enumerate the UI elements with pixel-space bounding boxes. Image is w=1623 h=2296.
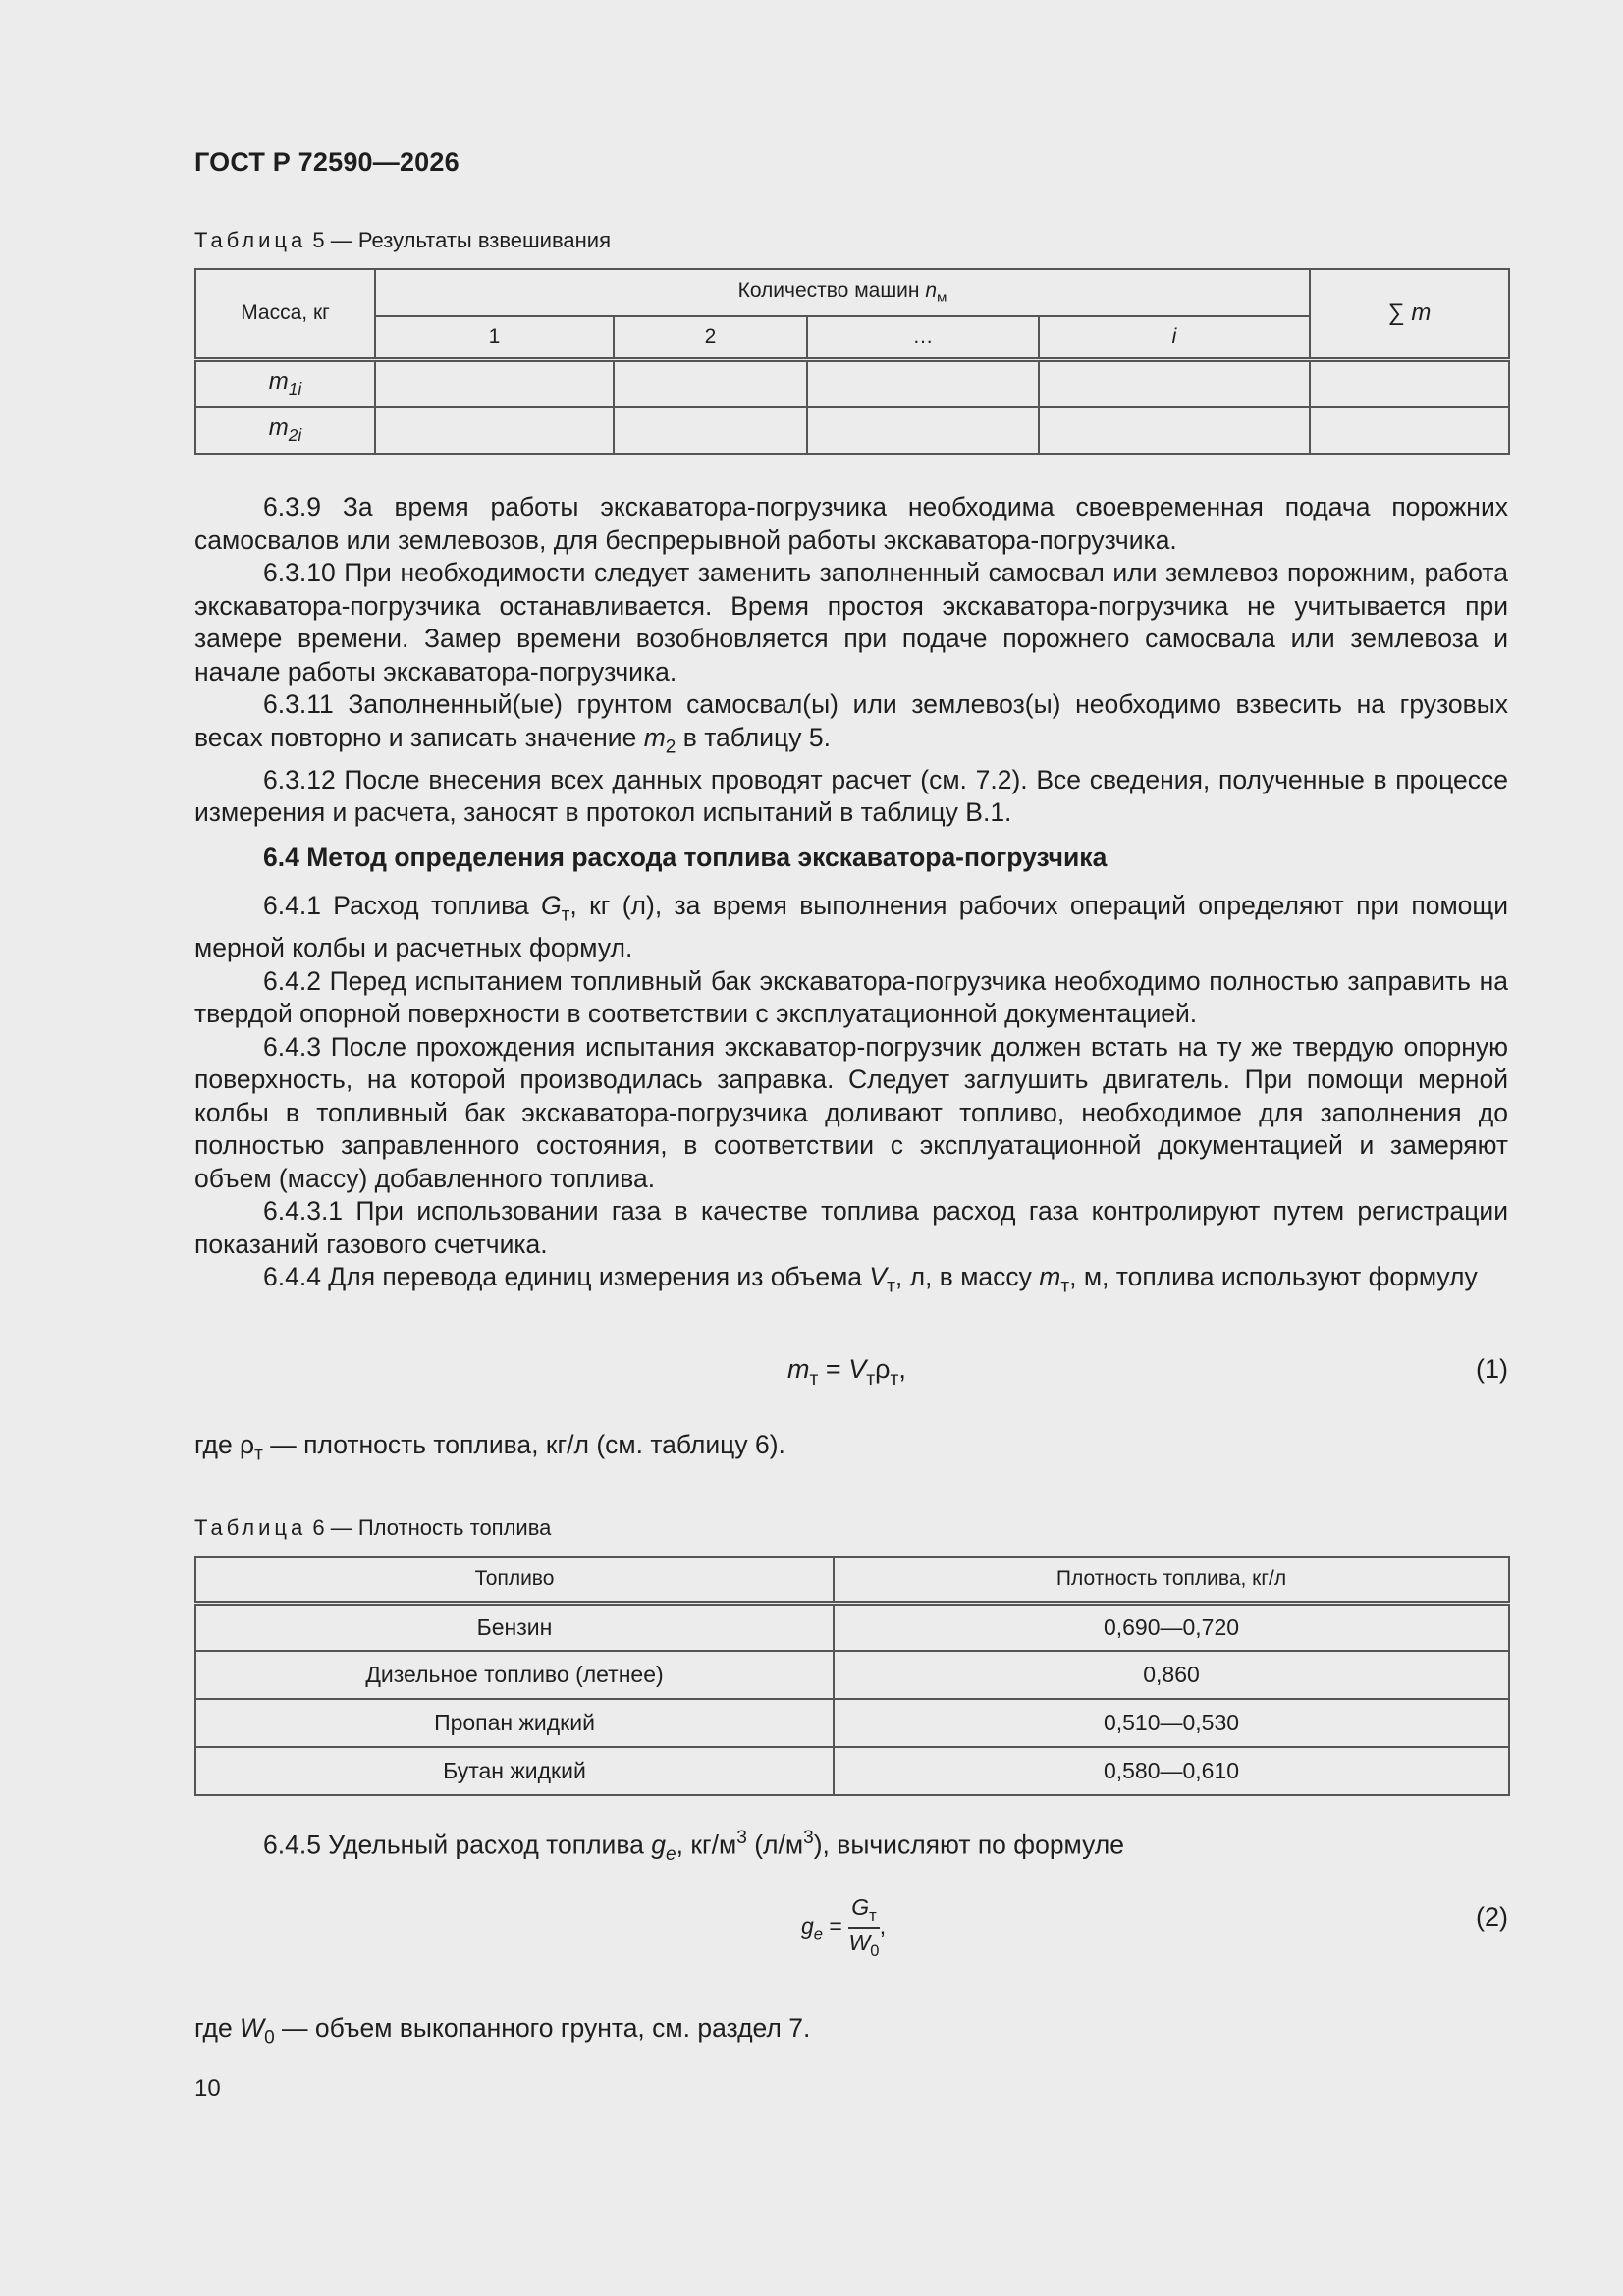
p645-text-d: ), вычисляют по формуле <box>813 1830 1124 1860</box>
formula-1-number: (1) <box>1476 1354 1508 1384</box>
paragraph-6-3-12: 6.3.12 После внесения всех данных проводят расчет (см. 7.2). Все сведения, полученные в процессе измерения и расчета, заносят в протокол испытаний в таблицу В.1. <box>194 764 1508 828</box>
table-cell <box>1310 407 1509 454</box>
table-cell <box>807 359 1039 407</box>
p645-text-a: 6.4.5 Удельный расход топлива <box>263 1830 652 1860</box>
table-cell <box>1039 359 1310 407</box>
formula2-fraction <box>848 1894 879 1961</box>
table5-caption <box>194 228 611 253</box>
table-weighing-results <box>194 268 1510 455</box>
formula1-v-var: V <box>848 1354 867 1384</box>
table5-subcol-2: 2 <box>614 316 807 359</box>
where1-rho-sub: т <box>254 1444 263 1465</box>
formula1-v-sub: т <box>866 1367 876 1390</box>
formula-2-legend <box>194 2013 810 2050</box>
p641-sub: т <box>561 904 570 926</box>
table5-row1-var: m <box>268 367 289 395</box>
p6311-var: m <box>643 722 666 752</box>
table5-row1-sub: 1i <box>288 378 302 399</box>
table-row <box>195 1747 1509 1795</box>
table-cell <box>1310 359 1509 407</box>
document-header: ГОСТ Р 72590—2026 <box>194 147 460 177</box>
p644-sub-v: т <box>887 1276 895 1297</box>
table-row <box>195 407 1509 454</box>
formula2-num-sub: т <box>869 1905 877 1925</box>
formula2-num-var: G <box>851 1894 870 1920</box>
formula2-lhs-sub: e <box>813 1924 823 1943</box>
formula-2 <box>801 1894 886 1961</box>
table5-subcol-i: i <box>1039 316 1310 359</box>
table5-header-count-var: n <box>925 279 938 302</box>
p644-var-v: V <box>869 1262 888 1292</box>
table5-sum-symbol: ∑ <box>1387 300 1405 327</box>
table6-caption-title: 6 — Плотность топлива <box>312 1515 552 1540</box>
table-row <box>195 1603 1509 1651</box>
paragraph-6-4-4 <box>194 1261 1508 1303</box>
paragraph-6-4-5 <box>263 1828 1124 1866</box>
table5-header-count-sub: м <box>937 289 947 306</box>
paragraph-6-4-3-1: 6.4.3.1 При использовании газа в качестве топлива расход газа контролируют путем регистрации показаний газового счетчика. <box>194 1196 1508 1259</box>
table5-header-mass-label: Масса, кг <box>241 301 330 325</box>
p6311-sub: 2 <box>665 737 676 758</box>
table5-sum-var: m <box>1411 300 1432 327</box>
formula2-comma: , <box>879 1912 887 1939</box>
paragraph-6-4-2: 6.4.2 Перед испытанием топливный бак экскаватора-погрузчика необходимо полностью заправить на твердой опорной поверхности в соответствии с эксплуатационной документацией. <box>194 965 1508 1029</box>
table-cell <box>614 359 807 407</box>
table-row <box>195 1699 1509 1747</box>
p645-text-c: (л/м <box>746 1830 804 1860</box>
page-number: 10 <box>194 2075 221 2102</box>
paragraph-6-3-9: 6.3.9 За время работы экскаватора-погрузчика необходима своевременная подача порожних самосвалов или землевозов, для беспрерывной работы экскаватора-погрузчика. <box>194 492 1508 555</box>
table6-density-cell: 0,690—0,720 <box>834 1603 1509 1651</box>
p644-text-b: , л, в массу <box>894 1262 1040 1292</box>
p6311-text-a: 6.3.11 Заполненный(ые) грунтом самосвал(ы) или землевоз(ы) необходимо взвесить на грузовых весах повторно и записать значение <box>194 689 1508 752</box>
table5-header-count <box>375 269 1310 316</box>
p645-var: g <box>651 1830 666 1860</box>
section-6-3-text <box>194 491 1508 830</box>
p644-sub-m: т <box>1060 1276 1070 1297</box>
table-fuel-density <box>194 1556 1510 1796</box>
table6-header-fuel: Топливо <box>195 1557 834 1603</box>
table6-header-density: Плотность топлива, кг/л <box>834 1557 1509 1603</box>
table-cell <box>375 407 614 454</box>
table5-header-sum <box>1310 269 1509 359</box>
where2-text: — объем выкопанного грунта, см. раздел 7. <box>274 2013 811 2043</box>
table6-density-cell: 0,860 <box>834 1651 1509 1699</box>
section-6-4-text <box>194 890 1508 1303</box>
formula1-lhs-sub: т <box>809 1367 819 1390</box>
paragraph-6-3-11 <box>194 688 1508 764</box>
p641-text-b: , кг (л), за время выполнения рабочих операций определяют при помощи мерной колбы и расчетных формул. <box>194 891 1509 963</box>
table-cell <box>807 407 1039 454</box>
where1-prefix: где <box>194 1430 241 1459</box>
p641-text-a: 6.4.1 Расход топлива <box>263 891 542 920</box>
p644-text-c: , м, топлива используют формулу <box>1069 1262 1478 1292</box>
p645-text-b: , кг/м <box>676 1830 737 1860</box>
where2-prefix: где <box>194 2013 241 2043</box>
table5-row-label <box>195 359 375 407</box>
formula2-den-var: W <box>848 1929 871 1955</box>
table6-caption <box>194 1515 551 1541</box>
p644-var-m: m <box>1039 1262 1061 1292</box>
formula1-comma: , <box>898 1354 906 1384</box>
paragraph-6-3-10: 6.3.10 При необходимости следует заменить заполненный самосвал или землевоз порожним, работа экскаватора-погрузчика останавливается. Время простоя экскаватора-погрузчика не учитывается при замере времени. Замер времени возобновляется при подаче порожнего самосвала или землевоза и начале работы экскаватора-погрузчика. <box>194 558 1508 686</box>
formula2-den-sub: 0 <box>870 1941 880 1960</box>
table5-subcol-ellipsis: … <box>807 316 1039 359</box>
paragraph-6-4-1 <box>194 890 1508 965</box>
table-cell <box>375 359 614 407</box>
table5-subcol-1: 1 <box>375 316 614 359</box>
table5-row2-sub: 2i <box>288 425 302 446</box>
formula1-equals: = <box>818 1354 849 1384</box>
where1-text: — плотность топлива, кг/л (см. таблицу 6). <box>262 1430 785 1459</box>
where2-var: W <box>240 2013 265 2043</box>
table5-row2-var: m <box>268 413 289 441</box>
formula1-rho-sub: т <box>890 1367 899 1390</box>
document-page <box>194 0 1508 2296</box>
formula1-lhs-var: m <box>787 1354 810 1384</box>
table6-fuel-cell: Пропан жидкий <box>195 1699 834 1747</box>
table6-fuel-cell: Бензин <box>195 1603 834 1651</box>
formula2-lhs-var: g <box>801 1912 814 1939</box>
table-row <box>195 1651 1509 1699</box>
table5-caption-title: 5 — Результаты взвешивания <box>312 228 611 252</box>
formula2-numerator <box>848 1894 879 1929</box>
p645-sup2: 3 <box>803 1828 814 1848</box>
table6-density-cell: 0,510—0,530 <box>834 1699 1509 1747</box>
p641-var: G <box>541 891 562 920</box>
p644-text-a: 6.4.4 Для перевода единиц измерения из объема <box>263 1262 870 1292</box>
table-cell <box>614 407 807 454</box>
table6-density-cell: 0,580—0,610 <box>834 1747 1509 1795</box>
p645-sup1: 3 <box>736 1828 747 1848</box>
formula2-equals: = <box>823 1912 849 1939</box>
where1-rho: ρ <box>240 1430 255 1459</box>
formula-1-legend <box>194 1430 785 1466</box>
paragraph-6-4-3: 6.4.3 После прохождения испытания экскаватор-погрузчик должен встать на ту же твердую опорную поверхность, на которой производилась заправка. Следует заглушить двигатель. При помощи мерной колбы в топливный бак экскаватора-погрузчика доливают топливо, необходимое для заполнения до полностью заправленного состояния, в соответствии с эксплуатационной документацией и замеряют объем (массу) добавленного топлива. <box>194 1031 1508 1193</box>
table5-header-mass <box>195 269 375 359</box>
formula-2-number: (2) <box>1476 1902 1508 1932</box>
formula1-rho: ρ <box>875 1354 891 1384</box>
formula-1 <box>787 1354 906 1391</box>
table5-row-label <box>195 407 375 454</box>
where2-sub: 0 <box>264 2027 275 2049</box>
table5-header-count-label: Количество машин <box>737 279 926 302</box>
formula2-denominator <box>848 1929 879 1961</box>
table6-fuel-cell: Бутан жидкий <box>195 1747 834 1795</box>
section-heading-6-4: 6.4 Метод определения расхода топлива экскаватора-погрузчика <box>263 843 1108 872</box>
table-cell <box>1039 407 1310 454</box>
p6311-text-b: в таблицу 5. <box>676 722 831 752</box>
table-row <box>195 359 1509 407</box>
table5-caption-word: Таблица <box>194 228 307 252</box>
table6-caption-word: Таблица <box>194 1515 307 1540</box>
table6-fuel-cell: Дизельное топливо (летнее) <box>195 1651 834 1699</box>
p645-sub: e <box>666 1844 676 1866</box>
